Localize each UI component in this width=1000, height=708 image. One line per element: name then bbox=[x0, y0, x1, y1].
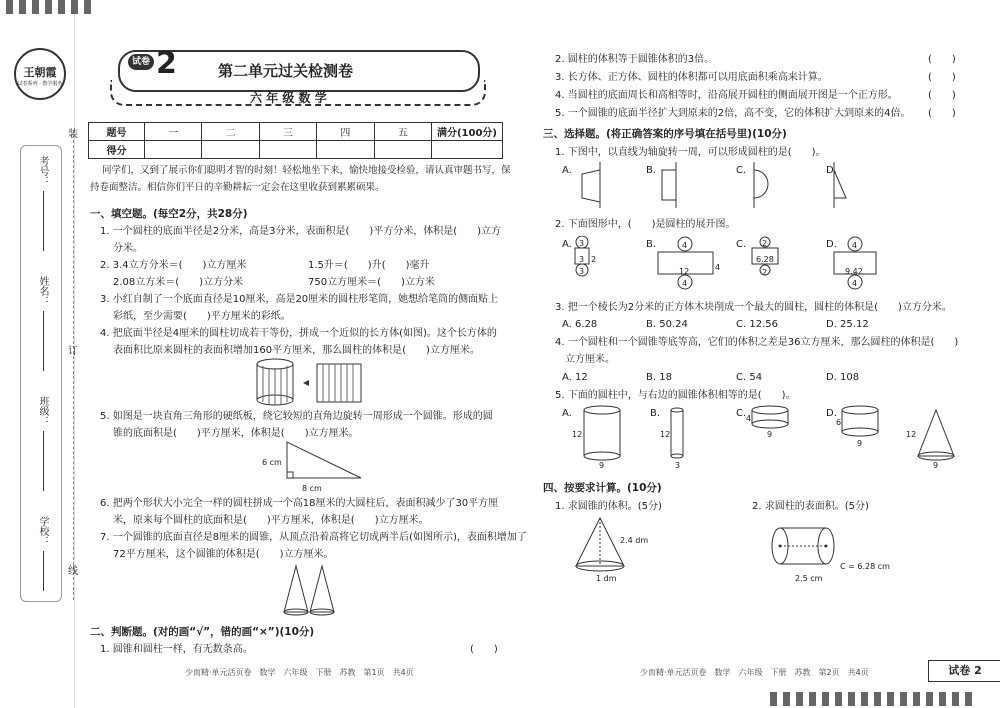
judge-4-paren: ( ) bbox=[928, 90, 956, 101]
net-d-label-2: 9.42 bbox=[845, 267, 863, 276]
net-a-label-3: 3 bbox=[579, 267, 585, 276]
judge-3-paren: ( ) bbox=[928, 72, 956, 83]
c5-a-height: 12 bbox=[572, 430, 583, 439]
footer-page-1: 少而精·单元活页卷 数学 六年级 下册 苏教 第1页 共4页 bbox=[185, 668, 414, 677]
net-c-label-3: 2 bbox=[762, 268, 768, 277]
score-cell[interactable] bbox=[432, 141, 503, 159]
q2-a1: 2. 3.4立方分米＝( )立方厘米 bbox=[100, 260, 247, 271]
score-cell[interactable] bbox=[145, 141, 202, 159]
label-school: 学校： bbox=[37, 516, 48, 546]
c4-opt-b: B. 18 bbox=[646, 372, 672, 383]
choice-1: 1. 下图中，以直线为轴旋转一周，可以形成圆柱的是( )。 bbox=[555, 147, 826, 158]
paper-number: 2 bbox=[156, 46, 177, 81]
label-class: 班级： bbox=[37, 396, 48, 426]
paper-badge: 试卷 bbox=[128, 54, 154, 70]
cylinder-length-label: 2.5 cm bbox=[795, 574, 823, 583]
choice-5: 5. 下面的圆柱中，与右边的圆锥体积相等的是( )。 bbox=[555, 390, 796, 401]
score-table bbox=[88, 122, 503, 159]
cone-height-label: 2.4 dm bbox=[620, 536, 649, 545]
c5-opt-c: C. bbox=[736, 408, 747, 419]
top-tick-marks bbox=[6, 0, 91, 14]
judge-4: 4. 当圆柱的底面周长和高相等时，沿高展开圆柱的侧面展开图是一个正方形。 bbox=[555, 90, 898, 101]
c5-b-diameter: 3 bbox=[675, 461, 681, 470]
c3-opt-b: B. 50.24 bbox=[646, 319, 688, 330]
c5-cone-height: 12 bbox=[906, 430, 917, 439]
section-4-title: 四、按要求计算。(10分) bbox=[543, 482, 662, 494]
net-c-label-2: 6.28 bbox=[756, 255, 774, 264]
cone-radius-label: 1 dm bbox=[596, 574, 617, 583]
binding-mark-2: 订 bbox=[68, 346, 78, 357]
net-d-label-3: 4 bbox=[852, 279, 858, 288]
c1-opt-c: C. bbox=[736, 165, 747, 176]
c5-d-height: 6 bbox=[836, 418, 842, 427]
net-a-label-2: 3 bbox=[579, 255, 585, 264]
footer-page-2: 少而精·单元活页卷 数学 六年级 下册 苏教 第2页 共4页 bbox=[640, 668, 869, 677]
q2-b2: 750立方厘米＝( )立方米 bbox=[308, 277, 435, 288]
paper-number-badge: 试卷 2 bbox=[928, 660, 1000, 682]
label-exam-number: 考号： bbox=[37, 156, 48, 186]
net-b-label-2: 12 bbox=[679, 267, 690, 276]
q1-line-1: 1. 一个圆柱的底面半径是2分米，高是3分米，表面积是( )平方分米，体积是( )立方 bbox=[100, 226, 502, 237]
judge-1: 1. 圆锥和圆柱一样，有无数条高。 bbox=[100, 644, 253, 655]
net-b-label-3: 4 bbox=[682, 279, 688, 288]
page-subtitle: 六 年 级 数 学 bbox=[250, 91, 327, 105]
cylinder-circumference-label: C = 6.28 cm bbox=[840, 562, 890, 571]
c5-a-diameter: 9 bbox=[599, 461, 605, 470]
judge-5: 5. 一个圆锥的底面半径扩大到原来的2倍，高不变，它的体积扩大到原来的4倍。 bbox=[555, 108, 911, 119]
triangle-height-label: 6 cm bbox=[262, 458, 282, 467]
c1-opt-d: D. bbox=[826, 165, 837, 176]
c5-b-height: 12 bbox=[660, 430, 671, 439]
cylinder-to-cuboid-figure bbox=[255, 358, 365, 408]
q4-line-1: 4. 把底面半径是4厘米的圆柱切成若干等份，拼成一个近似的长方体(如图)。这个长方体的 bbox=[100, 328, 497, 339]
cylinder-figure bbox=[770, 526, 840, 570]
q5-line-2: 锥的底面积是( )平方厘米，体积是( )立方厘米。 bbox=[113, 428, 359, 439]
intro-line-2: 持卷面整洁。相信你们平日的辛勤耕耘一定会在这里收获到累累硕果。 bbox=[90, 182, 385, 193]
logo-text: 王朝霞 bbox=[23, 66, 57, 79]
c5-c-diameter: 9 bbox=[767, 430, 773, 439]
triangle-base-label: 8 cm bbox=[302, 484, 322, 493]
student-info-box bbox=[20, 145, 62, 602]
c5-opt-d: D. bbox=[826, 408, 837, 419]
c3-opt-d: D. 25.12 bbox=[826, 319, 869, 330]
judge-2-paren: ( ) bbox=[928, 54, 956, 65]
judge-5-paren: ( ) bbox=[928, 108, 956, 119]
binding-mark-3: 线 bbox=[68, 566, 78, 577]
net-c-label-1: 2 bbox=[762, 239, 768, 248]
calc-1-title: 1. 求圆锥的体积。(5分) bbox=[555, 501, 662, 512]
net-a-label-1: 3 bbox=[579, 239, 585, 248]
score-table-header-row: 题号 一 二 三 四 五 满分(100分) bbox=[89, 123, 503, 141]
c2-opt-b: B. bbox=[646, 239, 657, 250]
c5-c-height: 4 bbox=[746, 414, 752, 423]
bottom-tick-marks bbox=[770, 692, 972, 706]
split-cone-figure bbox=[282, 562, 342, 620]
calc-2-title: 2. 求圆柱的表面积。(5分) bbox=[752, 501, 869, 512]
score-cell[interactable] bbox=[374, 141, 431, 159]
q3-line-2: 彩纸，至少需要( )平方厘米的彩纸。 bbox=[113, 311, 291, 322]
page-title: 第二单元过关检测卷 bbox=[218, 62, 354, 80]
choice-4-line-1: 4. 一个圆柱和一个圆锥等底等高，它们的体积之差是36立方厘米，那么圆柱的体积是( ) bbox=[555, 337, 959, 348]
q5-line-1: 5. 如图是一块直角三角形的硬纸板，绕它较短的直角边旋转一周形成一个圆锥。形成的圆 bbox=[100, 411, 493, 422]
c3-opt-a: A. 6.28 bbox=[562, 319, 598, 330]
section-1-title: 一、填空题。(每空2分，共28分) bbox=[90, 208, 248, 220]
logo-subtext: 试卷系列 · 教学服务 bbox=[17, 81, 63, 87]
q7-line-1: 7. 一个圆锥的底面直径是8厘米的圆锥，从顶点沿着高将它切成两半后(如图所示)，表面积增加了 bbox=[100, 532, 527, 543]
c5-opt-b: B. bbox=[650, 408, 661, 419]
score-cell[interactable] bbox=[317, 141, 374, 159]
choice-4-line-2: 立方厘米。 bbox=[565, 354, 615, 365]
net-b-label-4: 4 bbox=[715, 263, 721, 272]
judge-2: 2. 圆柱的体积等于圆锥体积的3倍。 bbox=[555, 54, 715, 65]
section-2-title: 二、判断题。(对的画“√”，错的画“×”)(10分) bbox=[90, 626, 315, 638]
c4-opt-c: C. 54 bbox=[736, 372, 763, 383]
c5-cone-diameter: 9 bbox=[933, 461, 939, 470]
judge-1-paren: ( ) bbox=[470, 644, 498, 655]
logo bbox=[14, 48, 66, 100]
c2-opt-d: D. bbox=[826, 239, 837, 250]
c4-opt-d: D. 108 bbox=[826, 372, 860, 383]
score-table-score-row: 得分 bbox=[89, 141, 503, 159]
judge-3: 3. 长方体、正方体、圆柱的体积都可以用底面积乘高来计算。 bbox=[555, 72, 828, 83]
rotation-figures bbox=[570, 160, 870, 210]
q7-line-2: 72平方厘米，这个圆锥的体积是( )立方厘米。 bbox=[113, 549, 334, 560]
q2-b1: 2.08立方米＝( )立方分米 bbox=[113, 277, 244, 288]
intro-line-1: 同学们，又到了展示你们聪明才智的时刻！轻松地坐下来，愉快地接受检验，请认真审题书写，保 bbox=[102, 165, 511, 176]
score-cell[interactable] bbox=[259, 141, 316, 159]
choice-3: 3. 把一个棱长为2分米的正方体木块削成一个最大的圆柱，圆柱的体积是( )立方分米。 bbox=[555, 302, 952, 313]
score-cell[interactable] bbox=[202, 141, 259, 159]
label-name: 姓名： bbox=[37, 276, 48, 306]
binding-line bbox=[73, 130, 74, 600]
c3-opt-c: C. 12.56 bbox=[736, 319, 778, 330]
c5-opt-a: A. bbox=[562, 408, 572, 419]
q2-a2: 1.5升＝( )升( )毫升 bbox=[308, 260, 430, 271]
c2-opt-a: A. bbox=[562, 239, 572, 250]
right-triangle-figure bbox=[285, 440, 365, 485]
binding-mark-1: 装 bbox=[68, 129, 78, 140]
choice-2: 2. 下面图形中，( )是圆柱的展开图。 bbox=[555, 219, 736, 230]
q6-line-2: 米，原来每个圆柱的底面积是( )平方厘米，体积是( )立方厘米。 bbox=[113, 515, 429, 526]
c1-opt-a: A. bbox=[562, 165, 572, 176]
net-a-label-4: 2 bbox=[591, 255, 597, 264]
c1-opt-b: B. bbox=[646, 165, 657, 176]
c2-opt-c: C. bbox=[736, 239, 747, 250]
c5-d-diameter: 9 bbox=[857, 439, 863, 448]
net-b-label-1: 4 bbox=[682, 241, 688, 250]
net-d-label-1: 4 bbox=[852, 241, 858, 250]
section-3-title: 三、选择题。(将正确答案的序号填在括号里)(10分) bbox=[543, 128, 787, 140]
c4-opt-a: A. 12 bbox=[562, 372, 588, 383]
q1-line-2: 分米。 bbox=[113, 243, 143, 254]
q4-line-2: 表面积比原来圆柱的表面积增加160平方厘米，那么圆柱的体积是( )立方厘米。 bbox=[113, 345, 480, 356]
q3-line-1: 3. 小红自制了一个底面直径是10厘米，高是20厘米的圆柱形笔筒，她想给笔筒的侧面贴上 bbox=[100, 294, 499, 305]
q6-line-1: 6. 把两个形状大小完全一样的圆柱拼成一个高18厘米的大圆柱后，表面积减少了30平方厘 bbox=[100, 498, 499, 509]
